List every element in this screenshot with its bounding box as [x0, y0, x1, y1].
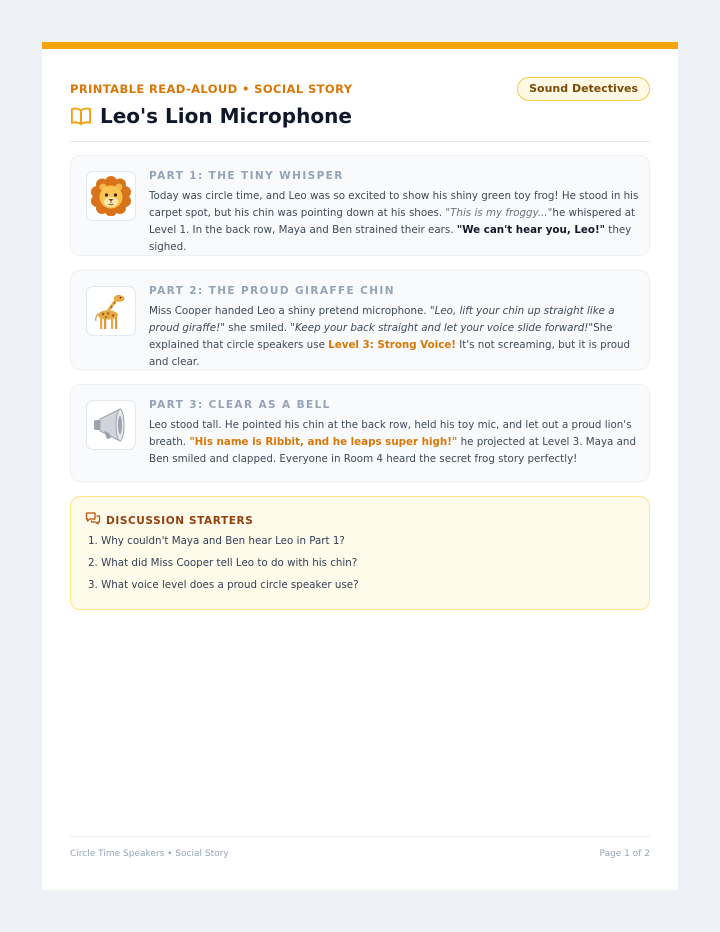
part-3-text: Leo stood tall. He pointed his chin at the back row, held his toy mic, and let out a proud lion's breath. "His name is Ribbit, and he leaps super high!" he projected at Level 3. Maya and Ben smiled and clapped. Everyone in Room 4 heard the secret frog story perfectly!	[149, 419, 636, 465]
sound-detectives-badge: Sound Detectives	[517, 77, 650, 101]
part-1-text: Today was circle time, and Leo was so excited to show his shiny green toy frog! He stood in his carpet spot, but his chin was pointing down at his shoes. "This is my froggy..."he whispered at Level 1. In the back row, Maya and Ben strained their ears. "We can't hear you, Leo!" they sighed.	[149, 190, 639, 253]
footer-divider	[70, 836, 650, 837]
discussion-list	[88, 533, 359, 599]
chat-bubbles-icon	[85, 511, 101, 530]
story-part-1	[70, 155, 650, 256]
part-3-label: PART 3: CLEAR AS A BELL	[149, 399, 331, 411]
part-1-label: PART 1: THE TINY WHISPER	[149, 170, 344, 182]
discussion-question-2: 2. What did Miss Cooper tell Leo to do with his chin?	[88, 557, 358, 569]
discussion-question-3: 3. What voice level does a proud circle speaker use?	[88, 579, 359, 591]
story-page	[42, 42, 678, 890]
lion-face-icon	[86, 171, 136, 221]
footer-series-label: Circle Time Speakers • Social Story	[70, 849, 229, 859]
page-title: Leo's Lion Microphone	[100, 104, 352, 128]
discussion-header	[85, 511, 253, 530]
discussion-question-1: 1. Why couldn't Maya and Ben hear Leo in Part 1?	[88, 535, 345, 547]
story-part-2	[70, 270, 650, 370]
title-row	[70, 104, 352, 128]
part-2-text: Miss Cooper handed Leo a shiny pretend microphone. "Leo, lift your chin up straight like a proud giraffe!" she smiled. "Keep your back straight and let your voice slide forward!"She explained that circle speakers use Level 3: Strong Voice! It's not screaming, but it is proud and clear.	[149, 305, 631, 368]
eyebrow-label: PRINTABLE READ-ALOUD • SOCIAL STORY	[70, 82, 353, 96]
part-2-label: PART 2: THE PROUD GIRAFFE CHIN	[149, 285, 395, 297]
accent-bar	[42, 42, 678, 49]
giraffe-icon	[86, 286, 136, 336]
page-number: Page 1 of 2	[599, 849, 650, 859]
discussion-box	[70, 496, 650, 610]
megaphone-icon	[86, 400, 136, 450]
open-book-icon	[70, 106, 92, 126]
discussion-title: DISCUSSION STARTERS	[106, 514, 254, 527]
header-divider	[70, 141, 650, 142]
story-part-3	[70, 384, 650, 482]
